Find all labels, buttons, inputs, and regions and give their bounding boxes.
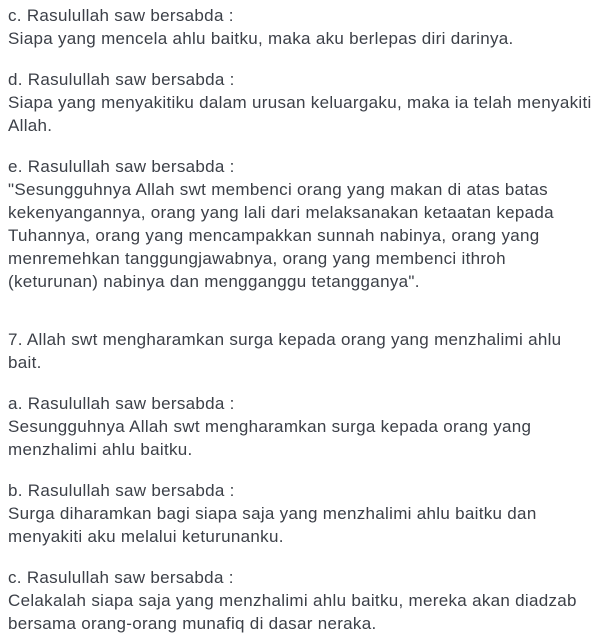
text-line: Surga diharamkan bagi siapa saja yang menzhalimi ahlu baitku dan bbox=[8, 504, 537, 523]
text-line: menyakiti aku melalui keturunanku. bbox=[8, 527, 284, 546]
paragraph bbox=[8, 155, 606, 293]
text-line: d. Rasulullah saw bersabda : bbox=[8, 70, 235, 89]
text-line: Tuhannya, orang yang mencampakkan sunnah nabinya, orang yang bbox=[8, 226, 540, 245]
text-line: e. Rasulullah saw bersabda : bbox=[8, 157, 235, 176]
text-line: menremehkan tanggungjawabnya, orang yang membenci ithroh bbox=[8, 249, 506, 268]
text-line: menzhalimi ahlu baitku. bbox=[8, 440, 193, 459]
text-line: bersama orang-orang munafiq di dasar neraka. bbox=[8, 614, 377, 633]
text-line: 7. Allah swt mengharamkan surga kepada orang yang menzhalimi ahlu bbox=[8, 330, 562, 349]
text-line: (keturunan) nabinya dan mengganggu tetangganya". bbox=[8, 272, 420, 291]
text-line: Celakalah siapa saja yang menzhalimi ahlu baitku, mereka akan diadzab bbox=[8, 591, 577, 610]
text-line: Allah. bbox=[8, 116, 53, 135]
text-line: Siapa yang menyakitiku dalam urusan keluargaku, maka ia telah menyakiti bbox=[8, 93, 592, 112]
text-line: a. Rasulullah saw bersabda : bbox=[8, 394, 235, 413]
paragraph bbox=[8, 392, 606, 461]
paragraph bbox=[8, 479, 606, 548]
text-line: kekenyangannya, orang yang lali dari melaksanakan ketaatan kepada bbox=[8, 203, 554, 222]
paragraph bbox=[8, 4, 606, 50]
paragraph bbox=[8, 68, 606, 137]
text-line: c. Rasulullah saw bersabda : bbox=[8, 568, 234, 587]
document-body bbox=[8, 4, 606, 635]
text-line: Siapa yang mencela ahlu baitku, maka aku berlepas diri darinya. bbox=[8, 29, 514, 48]
text-line: c. Rasulullah saw bersabda : bbox=[8, 6, 234, 25]
text-line: b. Rasulullah saw bersabda : bbox=[8, 481, 235, 500]
text-line: "Sesungguhnya Allah swt membenci orang yang makan di atas batas bbox=[8, 180, 548, 199]
text-line: bait. bbox=[8, 353, 42, 372]
text-line: Sesungguhnya Allah swt mengharamkan surga kepada orang yang bbox=[8, 417, 532, 436]
paragraph bbox=[8, 566, 606, 635]
paragraph bbox=[8, 328, 606, 374]
